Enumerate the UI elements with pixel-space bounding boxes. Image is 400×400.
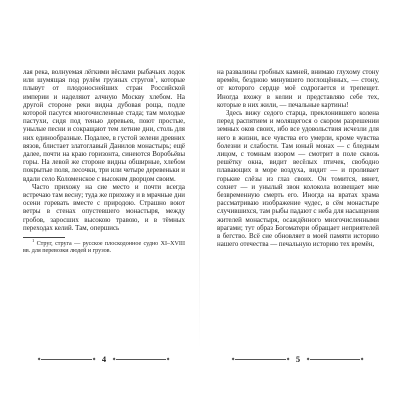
right-paragraph-2: Здесь вижу седого старца, преклонившего колена перед распятием и молящегося о скором разрешении земных оков своих, ибо все удовольствия исчезли для него в жизни, все чувства его умерли, кроме чувства болезни и слабости. Там юный монах — с бледным лицом, с томным взором — смотрит в поле сквозь решётку окна, видит весёлых птичек, свободно плавающих в море воздуха, видит — и проливает горькие слёзы из глаз своих. Он томится, вянет, сохнет — и унылый звон колокола возвещает мне безвременную смерть его. Иногда на вратах храма рассматриваю изображение чудес, в сём монастыре случившихся, там рыбы падают с неба для насыщения жителей монастыря, осаждённого многочисленными врагами; тут образ Богоматери обращает неприятелей в бегство. Всё сие обновляет в моей памяти историю нашего отечества — печальную историю тех времён, (217, 109, 379, 249)
page-fold (199, 60, 200, 350)
left-paragraph-1: лая река, волнуемая лёгкими вёслами рыбачьих лодок или шумящая под рулём грузных стругов$^1$, которые плывут от плодоноснейших стран Российской империи и наделяют алчную Москву хлебом. На другой стороне реки видна дубовая роща, подле которой пасутся многочисленные стада; там молодые пастухи, сидя под тенью деревьев, поют простые, унылые песни и сокращают тем летние дни, столь для них единообразные. Подалее, в густой зелени древних вязов, блистает златоглавый Данилов монастырь; ещё далее, почти на краю горизонта, синеются Воробьёвы горы. На левой же стороне видны обширные, хлебом покрытые поля, лесочки, три или четыре деревеньки и вдали село Коломенское с высоким дворцом своим. (23, 68, 186, 183)
left-page (23, 68, 185, 256)
ornament-right-icon (306, 356, 364, 362)
ornament-left-icon (38, 356, 96, 362)
ornament-right-icon (112, 356, 170, 362)
right-page-footer (217, 355, 379, 363)
page-number-right: 5 (295, 354, 301, 364)
footnote-marker: 1 (153, 74, 156, 80)
right-page (217, 68, 379, 248)
footnote: $^1$ Струг, струга — русское плоскодонное судно XI–XVIII вв. для перевозки людей и грузов. (23, 238, 185, 255)
left-page-footer (23, 355, 185, 363)
page-number-left: 4 (101, 354, 107, 364)
footnote-separator (23, 237, 65, 238)
ornament-left-icon (232, 356, 290, 362)
right-paragraph-1: на развалины гробных камней, внимаю глухому стону времён, бездною минувшего поглощённых, — стону, от которого сердце моё содрогается и трепещет. Иногда вхожу в келии и представляю себе тех, которые в них жили, — печальные картины! (217, 68, 379, 109)
left-paragraph-2: Часто прихожу на сие место и почти всегда встречаю там весну; туда же прихожу и в мрачные дни осени горевать вместе с природою. Страшно воют ветры в стенах опустевшего монастыря, между гробов, заросших высокою травою, и в тёмных переходах келий. Там, опершись (23, 182, 185, 232)
